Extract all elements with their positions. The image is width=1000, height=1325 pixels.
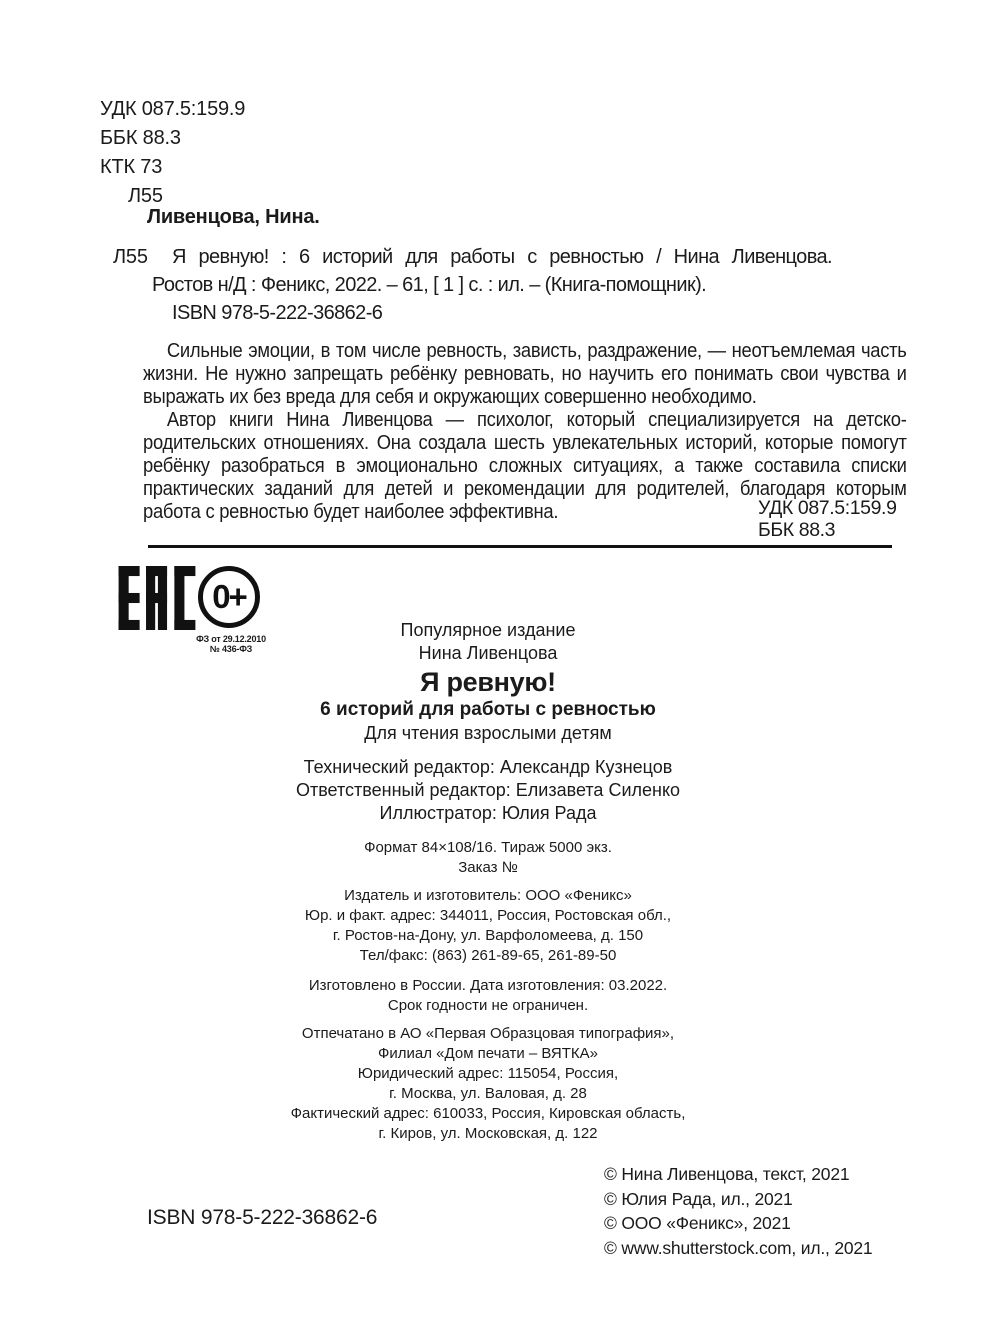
ktk-code: КТК 73 [100, 156, 163, 178]
author-sign-code: Л55 [128, 185, 163, 207]
printed-line: Отпечатано в АО «Первая Образцовая типография», [301, 1025, 675, 1042]
law-note-line-2: № 436-ФЗ [209, 644, 253, 654]
technical-editor-line: Технический редактор: Александр Кузнецов [303, 757, 673, 777]
copyright-line: © www.shutterstock.com, ил., 2021 [604, 1237, 873, 1258]
annotation-codes-block [758, 497, 897, 541]
section-divider-rule [148, 545, 892, 548]
law-note-line-1: ФЗ от 29.12.2010 [196, 634, 266, 644]
bbk-code: ББК 88.3 [100, 127, 181, 149]
annotation-paragraph-2: Автор книги Нина Ливенцова — психолог, который специализируется на детско-родительских отношениях. Она создала шесть увлекательных историй, которые помогут ребёнку разобраться в эмоционально сложных ситуациях, а также составила списки практических заданий для детей и рекомендации для родителей, благодаря которым работа с ревностью будет наиболее эффективна. [143, 409, 907, 523]
format-line: Формат 84×108/16. Тираж 5000 экз. [364, 839, 612, 856]
edition-author: Нина Ливенцова [418, 643, 558, 663]
udc-code: УДК 087.5:159.9 [100, 98, 246, 120]
isbn-footer: ISBN 978-5-222-36862-6 [147, 1206, 378, 1229]
publisher-line: г. Ростов-на-Дону, ул. Варфоломеева, д. 150 [332, 927, 644, 944]
book-title: Я ревную! [420, 667, 556, 697]
publisher-line: Тел/факс: (863) 261-89-65, 261-89-50 [359, 947, 617, 964]
printed-line: г. Киров, ул. Московская, д. 122 [378, 1125, 598, 1142]
age-rating-badge [198, 566, 260, 628]
order-line: Заказ № [458, 859, 518, 876]
format-order-block [88, 838, 888, 878]
biblio-author-code: Л55 [113, 246, 148, 268]
edition-kind: Популярное издание [400, 620, 576, 640]
printed-line: Фактический адрес: 610033, Россия, Кировская область, [290, 1105, 686, 1122]
book-subtitle: 6 историй для работы с ревностью [320, 699, 656, 720]
copyright-line: © Юлия Рада, ил., 2021 [604, 1188, 793, 1209]
manufacture-block [88, 976, 888, 1016]
author-heading: Ливенцова, Нина. [147, 206, 320, 228]
printing-house-block [88, 1024, 888, 1144]
staff-credits-block [88, 756, 888, 825]
made-line: Изготовлено в России. Дата изготовления: 03.2022. [308, 977, 668, 994]
printed-line: Юридический адрес: 115054, Россия, [357, 1065, 619, 1082]
biblio-isbn-line: ISBN 978-5-222-36862-6 [172, 302, 383, 324]
annotation-bbk-code: ББК 88.3 [758, 519, 836, 541]
age-rating-value: 0+ [212, 578, 246, 615]
printed-line: Филиал «Дом печати – ВЯТКА» [378, 1045, 598, 1062]
publisher-block [88, 886, 888, 966]
annotation-paragraph-1: Сильные эмоции, в том числе ревность, зависть, раздражение, — неотъемлемая часть жизни. Не нужно запрещать ребёнку ревновать, но научить его понимать свои чувства и выражать их без вреда для себя и окружающих совершенно необходимо. [143, 340, 907, 408]
responsible-editor-line: Ответственный редактор: Елизавета Силенко [295, 780, 681, 800]
biblio-title-line: Я ревную! : 6 историй для работы с ревностью / Нина Ливенцова. [172, 246, 832, 268]
audience-note: Для чтения взрослыми детям [364, 723, 612, 743]
annotation-udc-code: УДК 087.5:159.9 [758, 497, 897, 519]
bibliographic-entry [113, 243, 853, 327]
illustrator-line: Иллюстратор: Юлия Рада [379, 803, 597, 823]
copyright-line: © Нина Ливенцова, текст, 2021 [604, 1164, 850, 1184]
printed-line: г. Москва, ул. Валовая, д. 28 [389, 1085, 587, 1102]
copyright-line: © ООО «Феникс», 2021 [604, 1213, 791, 1233]
publisher-line: Юр. и факт. адрес: 344011, Россия, Ростовская обл., [304, 907, 672, 924]
cataloging-codes-block [100, 95, 245, 211]
biblio-title-row [113, 243, 853, 271]
publisher-line: Издатель и изготовитель: ООО «Феникс» [344, 887, 632, 904]
biblio-imprint-line: Ростов н/Д : Феникс, 2022. – 61, [ 1 ] с. : ил. – (Книга-помощник). [152, 274, 707, 296]
made-line: Срок годности не ограничен. [387, 997, 589, 1014]
copyright-block [604, 1162, 872, 1260]
